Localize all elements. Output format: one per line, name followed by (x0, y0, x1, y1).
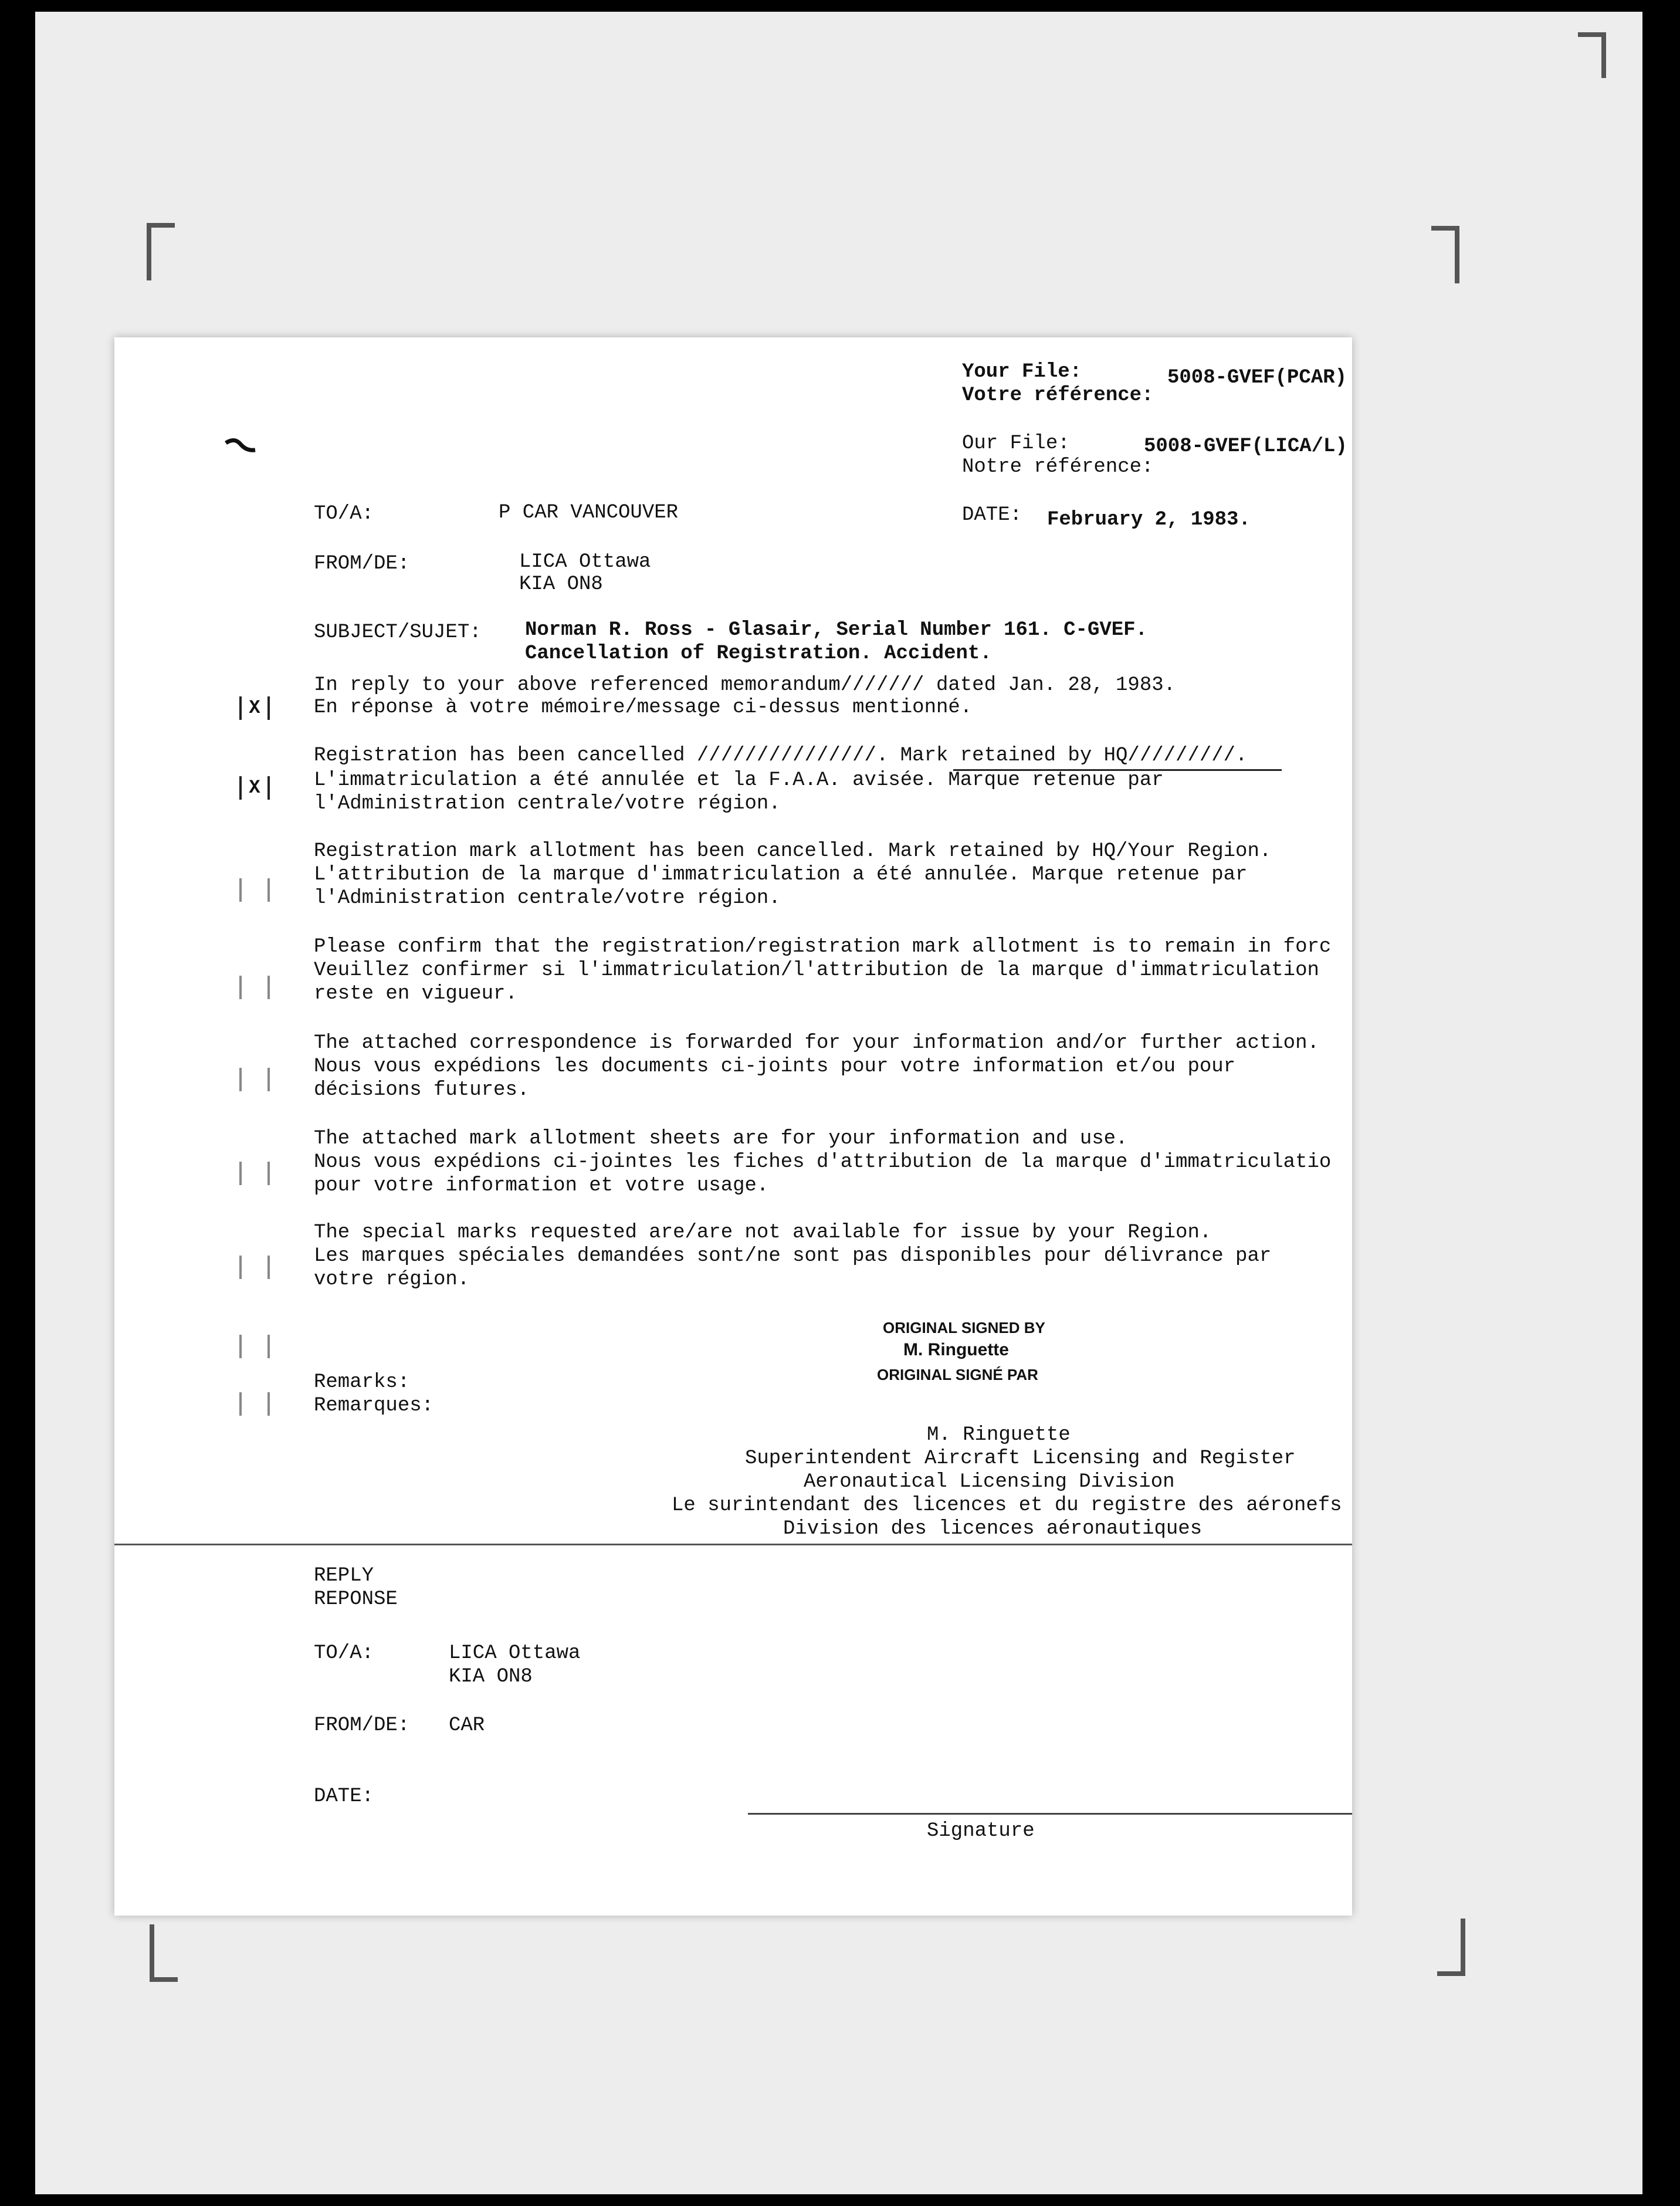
remarks-checkbox[interactable] (239, 1335, 270, 1358)
reply-from-label: FROM/DE: (314, 1714, 410, 1737)
reply-to-label: TO/A: (314, 1642, 374, 1664)
item-line2: Les marques spéciales demandées sont/ne sont pas disponibles pour délivrance par (314, 1245, 1272, 1267)
item-line2: En réponse à votre mémoire/message ci-dessus mentionné. (314, 696, 973, 719)
subject-line1: Norman R. Ross - Glasair, Serial Number 161. C-GVEF. (525, 619, 1147, 641)
item-line1: In reply to your above referenced memorandum/////// dated Jan. 28, 1983. (314, 674, 1176, 696)
reply-to-line1: LICA Ottawa (449, 1642, 581, 1664)
your-file-label: Your File: (962, 361, 1082, 383)
item-line2: Nous vous expédions ci-jointes les fiches d'attribution de la marque d'immatriculatio (314, 1151, 1332, 1173)
item-line1: The special marks requested are/are not available for issue by your Region. (314, 1222, 1212, 1244)
item-line1: Registration has been cancelled ///////////////. Mark retained by HQ/////////. (314, 745, 1248, 767)
item-checkbox[interactable] (239, 976, 270, 999)
signature-label: Signature (927, 1820, 1035, 1842)
remarks-checkbox[interactable] (239, 1392, 270, 1416)
item-checkbox[interactable] (239, 1162, 270, 1185)
reply-date-label: DATE: (314, 1785, 374, 1808)
reply-from-value: CAR (449, 1714, 485, 1737)
subject-label: SUBJECT/SUJET: (314, 621, 482, 644)
memo-page (114, 337, 1352, 1916)
item-line2: L'immatriculation a été annulée et la F.A.A. avisée. Marque retenue par (314, 769, 1164, 791)
remarques-label: Remarques: (314, 1395, 434, 1417)
stamp-signed-by: ORIGINAL SIGNED BY (883, 1319, 1045, 1337)
signer-division-en: Aeronautical Licensing Division (804, 1471, 1175, 1493)
item-checkbox[interactable] (239, 878, 270, 902)
reply-to-line2: KIA ON8 (449, 1666, 533, 1688)
reply-label: REPLY (314, 1565, 374, 1587)
crop-mark-top-left (147, 223, 175, 280)
item-line1: The attached correspondence is forwarded for your information and/or further action. (314, 1032, 1319, 1054)
item-line1: Please confirm that the registration/registration mark allotment is to remain in forc (314, 936, 1332, 958)
our-file-value: 5008-GVEF(LICA/L) (1144, 435, 1347, 458)
signer-title-fr: Le surintendant des licences et du registre des aéronefs (672, 1494, 1342, 1517)
crop-mark-bottom-left (150, 1924, 178, 1982)
signer-name: M. Ringuette (927, 1424, 1071, 1446)
date-label: DATE: (962, 504, 1022, 526)
item-checkbox[interactable] (239, 1256, 270, 1279)
date-value: February 2, 1983. (1047, 509, 1251, 531)
item-line3: reste en vigueur. (314, 983, 517, 1005)
our-file-label: Our File: (962, 432, 1070, 455)
crop-mark-corner (1578, 32, 1606, 78)
item-checkbox[interactable] (239, 1068, 270, 1091)
item-line3: votre région. (314, 1268, 470, 1291)
remarks-label: Remarks: (314, 1371, 410, 1393)
item-line2: Veuillez confirmer si l'immatriculation/l'attribution de la marque d'immatriculation (314, 959, 1319, 982)
our-file-label-fr: Notre référence: (962, 456, 1154, 478)
reponse-label: REPONSE (314, 1588, 398, 1610)
your-file-value: 5008-GVEF(PCAR) (1167, 367, 1347, 389)
from-line2: KIA ON8 (519, 573, 603, 596)
your-file-label-fr: Votre référence: (962, 384, 1154, 407)
to-value: P CAR VANCOUVER (499, 502, 679, 524)
item-line3: pour votre information et votre usage. (314, 1175, 769, 1197)
item-line1: Registration mark allotment has been cancelled. Mark retained by HQ/Your Region. (314, 840, 1272, 862)
crop-mark-top-right (1431, 226, 1459, 283)
crop-mark-bottom-right (1437, 1919, 1465, 1976)
item-checkbox[interactable]: X (239, 696, 270, 720)
from-label: FROM/DE: (314, 553, 410, 575)
reply-divider (114, 1544, 1352, 1545)
stamp-name: M. Ringuette (903, 1340, 1009, 1359)
item-line2: Nous vous expédions les documents ci-joints pour votre information et/ou pour (314, 1055, 1236, 1078)
stamp-signe-par: ORIGINAL SIGNÉ PAR (877, 1366, 1038, 1383)
item-line3: l'Administration centrale/votre région. (314, 887, 781, 909)
item-line2: L'attribution de la marque d'immatriculation a été annulée. Marque retenue par (314, 864, 1248, 886)
signer-division-fr: Division des licences aéronautiques (783, 1518, 1203, 1540)
from-line1: LICA Ottawa (519, 551, 651, 573)
item-line1: The attached mark allotment sheets are for your information and use. (314, 1128, 1128, 1150)
to-label: TO/A: (314, 503, 374, 525)
subject-line2: Cancellation of Registration. Accident. (525, 642, 992, 665)
item-line3: décisions futures. (314, 1079, 530, 1101)
pen-mark-icon (223, 437, 258, 455)
signature-line (748, 1813, 1352, 1815)
signer-title-en: Superintendent Aircraft Licensing and Register (745, 1447, 1296, 1470)
item-line3: l'Administration centrale/votre région. (314, 793, 781, 815)
item-checkbox[interactable]: X (239, 776, 270, 800)
